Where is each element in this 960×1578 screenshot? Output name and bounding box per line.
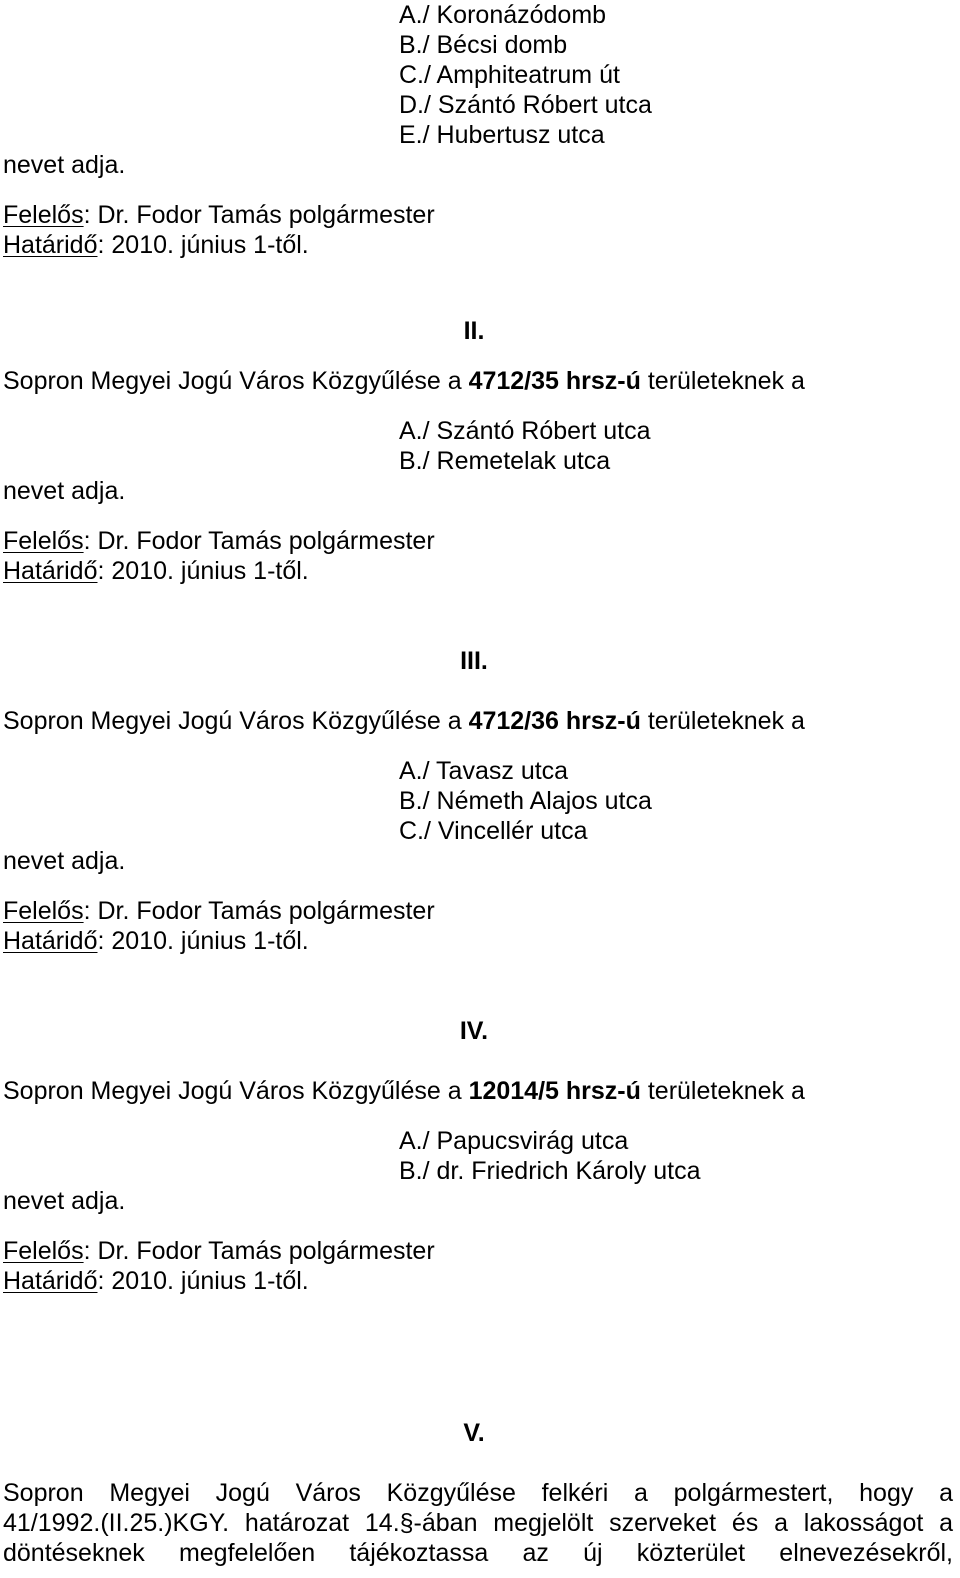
intro-prefix: Sopron Megyei Jogú Város Közgyűlése a	[3, 707, 462, 735]
s5-line-3: döntéseknek megfelelően tájékoztassa az új közterület elnevezésekről,	[3, 1539, 953, 1567]
s4-heading: IV.	[459, 1017, 489, 1045]
s1-nevet: nevet adja.	[3, 151, 126, 179]
s1-item-e: E./ Hubertusz utca	[399, 121, 605, 149]
hatarido-value: : 2010. június 1-től.	[97, 557, 309, 585]
s2-hatarido	[3, 556, 309, 586]
s4-hrsz: 12014/5 hrsz-ú	[468, 1077, 641, 1105]
hatarido-label: Határidő	[3, 927, 98, 955]
s5-line-1: Sopron Megyei Jogú Város Közgyűlése felkéri a polgármestert, hogy a	[3, 1479, 953, 1507]
s3-item-b: B./ Németh Alajos utca	[399, 787, 652, 815]
felelos-value: : Dr. Fodor Tamás polgármester	[83, 1237, 435, 1265]
s3-hatarido	[3, 926, 309, 956]
s3-felelos	[3, 896, 435, 926]
s3-heading: III.	[460, 647, 488, 675]
felelos-label: Felelős	[3, 201, 84, 229]
s3-item-a: A./ Tavasz utca	[399, 757, 569, 785]
s2-intro	[3, 366, 805, 396]
s2-nevet: nevet adja.	[3, 477, 126, 505]
s4-item-a: A./ Papucsvirág utca	[399, 1127, 629, 1155]
hatarido-label: Határidő	[3, 1267, 98, 1295]
s1-hatarido	[3, 230, 309, 260]
s1-item-d: D./ Szántó Róbert utca	[399, 91, 652, 119]
s4-hatarido	[3, 1266, 309, 1296]
intro-suffix: területeknek a	[647, 1077, 805, 1105]
s3-nevet: nevet adja.	[3, 847, 126, 875]
s3-intro	[3, 706, 805, 736]
s3-hrsz: 4712/36 hrsz-ú	[468, 707, 641, 735]
s2-item-a: A./ Szántó Róbert utca	[399, 417, 651, 445]
felelos-label: Felelős	[3, 527, 84, 555]
s1-item-a: A./ Koronázódomb	[399, 1, 607, 29]
hatarido-value: : 2010. június 1-től.	[97, 927, 309, 955]
felelos-value: : Dr. Fodor Tamás polgármester	[83, 897, 435, 925]
intro-prefix: Sopron Megyei Jogú Város Közgyűlése a	[3, 1077, 462, 1105]
s4-nevet: nevet adja.	[3, 1187, 126, 1215]
hatarido-value: : 2010. június 1-től.	[97, 1267, 309, 1295]
s4-intro	[3, 1076, 805, 1106]
felelos-label: Felelős	[3, 1237, 84, 1265]
s1-item-c: C./ Amphiteatrum út	[399, 61, 620, 89]
felelos-label: Felelős	[3, 897, 84, 925]
felelos-value: : Dr. Fodor Tamás polgármester	[83, 201, 435, 229]
s1-felelos	[3, 200, 435, 230]
felelos-value: : Dr. Fodor Tamás polgármester	[83, 527, 435, 555]
s2-felelos	[3, 526, 435, 556]
hatarido-label: Határidő	[3, 557, 98, 585]
s2-hrsz: 4712/35 hrsz-ú	[468, 367, 641, 395]
intro-suffix: területeknek a	[647, 707, 805, 735]
s2-heading: II.	[463, 317, 485, 345]
hatarido-value: : 2010. június 1-től.	[97, 231, 309, 259]
hatarido-label: Határidő	[3, 231, 98, 259]
intro-suffix: területeknek a	[647, 367, 805, 395]
s2-item-b: B./ Remetelak utca	[399, 447, 611, 475]
s4-felelos	[3, 1236, 435, 1266]
intro-prefix: Sopron Megyei Jogú Város Közgyűlése a	[3, 367, 462, 395]
s3-item-c: C./ Vincellér utca	[399, 817, 588, 845]
s1-item-b: B./ Bécsi domb	[399, 31, 568, 59]
s5-heading: V.	[463, 1419, 485, 1447]
s5-line-2: 41/1992.(II.25.)KGY. határozat 14.§-ában megjelölt szerveket és a lakosságot a	[3, 1509, 953, 1537]
s4-item-b: B./ dr. Friedrich Károly utca	[399, 1157, 701, 1185]
